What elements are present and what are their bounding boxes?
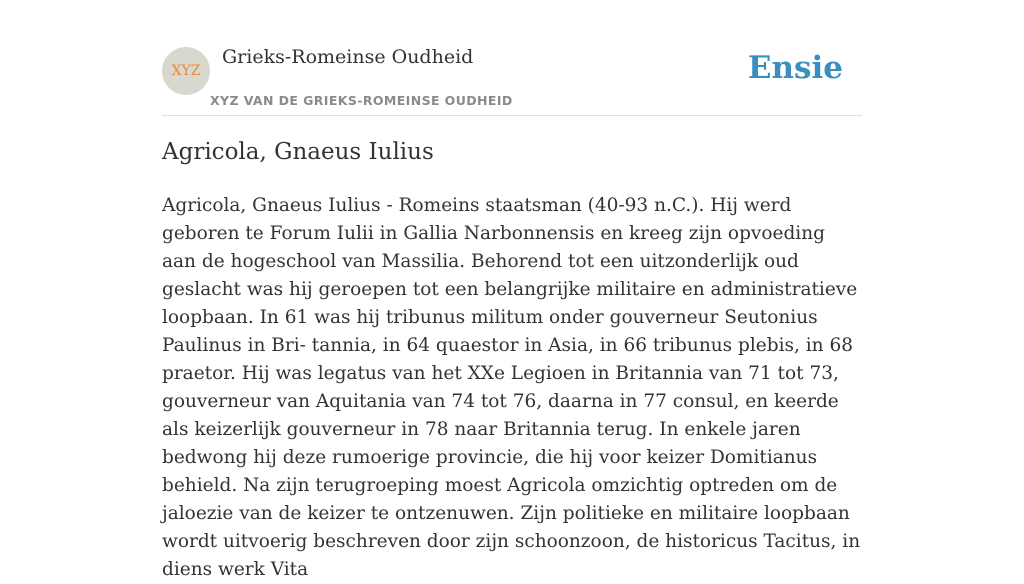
dictionary-subtitle[interactable]: XYZ VAN DE GRIEKS-ROMEINSE OUDHEID: [210, 93, 513, 108]
ensie-logo[interactable]: Ensie: [747, 50, 843, 86]
avatar-label: XYZ: [171, 63, 201, 79]
dictionary-title[interactable]: Grieks-Romeinse Oudheid: [222, 46, 474, 68]
article-body: Agricola, Gnaeus Iulius - Romeins staatsman (40-93 n.C.). Hij werd geboren te Forum Iulii in Gallia Narbonnensis en kreeg zijn opvoeding aan de hogeschool van Massilia. Behorend tot een uitzonderlijk oud geslacht was hij geroepen tot een belangrijke militaire en administratieve loopbaan. In 61 was hij tribunus militum onder gouverneur Seutonius Paulinus in Bri- tannia, in 64 quaestor in Asia, in 66 tribunus plebis, in 68 praetor. Hij was legatus van het XXe Legioen in Britannia van 71 tot 73, gouverneur van Aquitania van 74 tot 76, daarna in 77 consul, en keerde als keizerlijk gouverneur in 78 naar Britannia terug. In enkele jaren bedwong hij deze rumoerige provincie, die hij voor keizer Domitianus behield. Na zijn terugroeping moest Agricola omzichtig optreden om de jaloezie van de keizer te ontzenuwen. Zijn politieke en militaire loopbaan wordt uitvoerig beschreven door zijn schoonzoon, de historicus Tacitus, in diens werk Vita: [162, 195, 861, 580]
dictionary-avatar[interactable]: [162, 47, 210, 95]
page: [162, 0, 862, 580]
header: [162, 0, 862, 116]
article-title: Agricola, Gnaeus Iulius: [162, 139, 434, 165]
